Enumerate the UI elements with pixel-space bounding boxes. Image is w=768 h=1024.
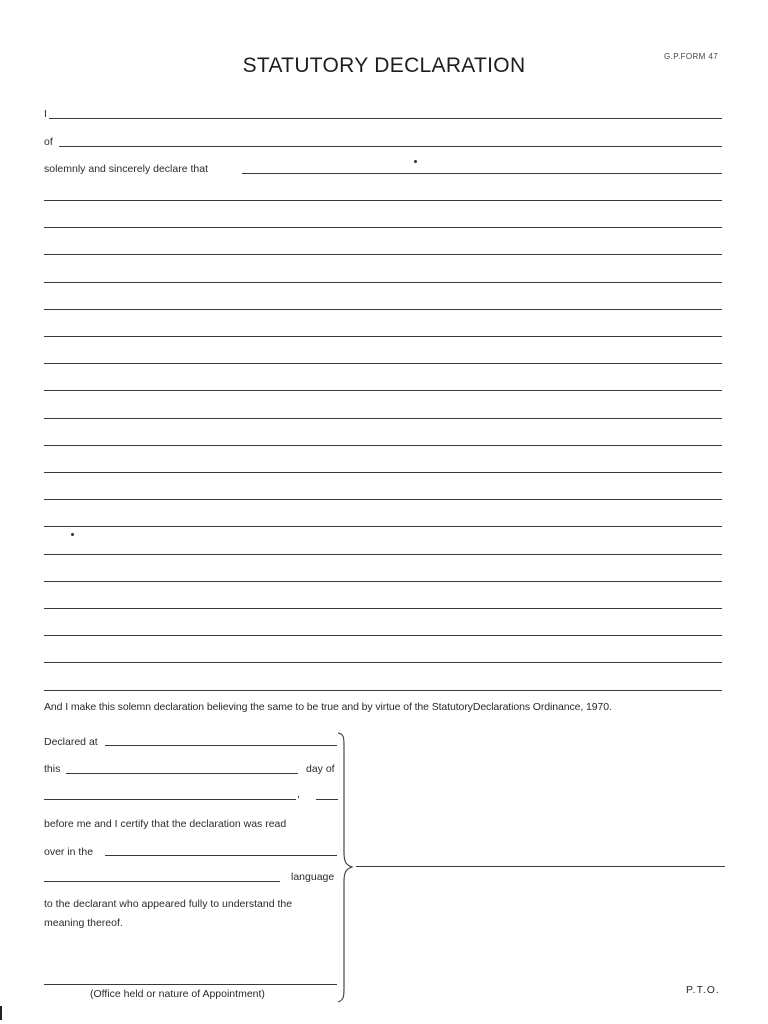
comma-mark: , (297, 788, 300, 800)
solemn-declaration-statement: And I make this solemn declaration believing the same to be true and by virtue of the StatutoryDeclarations Ordinance, 1970. (44, 701, 612, 713)
declaration-first-line[interactable] (242, 173, 722, 174)
day-of-label: day of (306, 763, 335, 775)
declaration-line[interactable] (44, 309, 722, 310)
declaration-line[interactable] (44, 282, 722, 283)
declaration-line[interactable] (44, 690, 722, 691)
declaration-line[interactable] (44, 472, 722, 473)
declarant-i-label: I (44, 108, 47, 120)
curly-brace-icon (332, 732, 354, 1004)
form-number: G.P.FORM 47 (664, 52, 719, 61)
scan-speck (414, 160, 417, 163)
declared-at-label: Declared at (44, 736, 98, 748)
scan-edge-mark (0, 1006, 2, 1020)
day-line[interactable] (66, 773, 298, 774)
declarant-of-label: of (44, 136, 53, 148)
office-signature-line[interactable] (44, 984, 337, 985)
language-line[interactable] (44, 881, 280, 882)
declaration-line[interactable] (44, 200, 722, 201)
declaration-line[interactable] (44, 662, 722, 663)
declared-at-line[interactable] (105, 745, 337, 746)
declaration-line[interactable] (44, 336, 722, 337)
language-name-line[interactable] (105, 855, 337, 856)
form-title: STATUTORY DECLARATION (242, 54, 526, 77)
please-turn-over-label: P.T.O. (686, 984, 720, 996)
declaration-line[interactable] (44, 499, 722, 500)
declaration-line[interactable] (44, 363, 722, 364)
over-in-the-label: over in the (44, 846, 94, 858)
declaration-line[interactable] (44, 526, 722, 527)
declare-that-label: solemnly and sincerely declare that (44, 163, 209, 175)
declarant-understand-text: to the declarant who appeared fully to understand the (44, 898, 293, 910)
declaration-line[interactable] (44, 608, 722, 609)
scan-speck-2 (71, 533, 74, 536)
declaration-line[interactable] (44, 445, 722, 446)
declaration-line[interactable] (44, 418, 722, 419)
before-me-text: before me and I certify that the declaration was read (44, 818, 287, 830)
declaration-line[interactable] (44, 227, 722, 228)
declarant-address-line[interactable] (59, 146, 722, 147)
declaration-line[interactable] (44, 635, 722, 636)
declaration-line[interactable] (44, 554, 722, 555)
meaning-thereof-text: meaning thereof. (44, 917, 123, 929)
declarant-signature-line[interactable] (356, 866, 725, 867)
this-label: this (44, 763, 61, 775)
declaration-line[interactable] (44, 254, 722, 255)
declaration-line[interactable] (44, 390, 722, 391)
month-line[interactable] (44, 799, 296, 800)
language-label: language (291, 871, 335, 883)
declaration-line[interactable] (44, 581, 722, 582)
office-appointment-label: (Office held or nature of Appointment) (90, 988, 265, 1000)
declarant-name-line[interactable] (49, 118, 722, 119)
